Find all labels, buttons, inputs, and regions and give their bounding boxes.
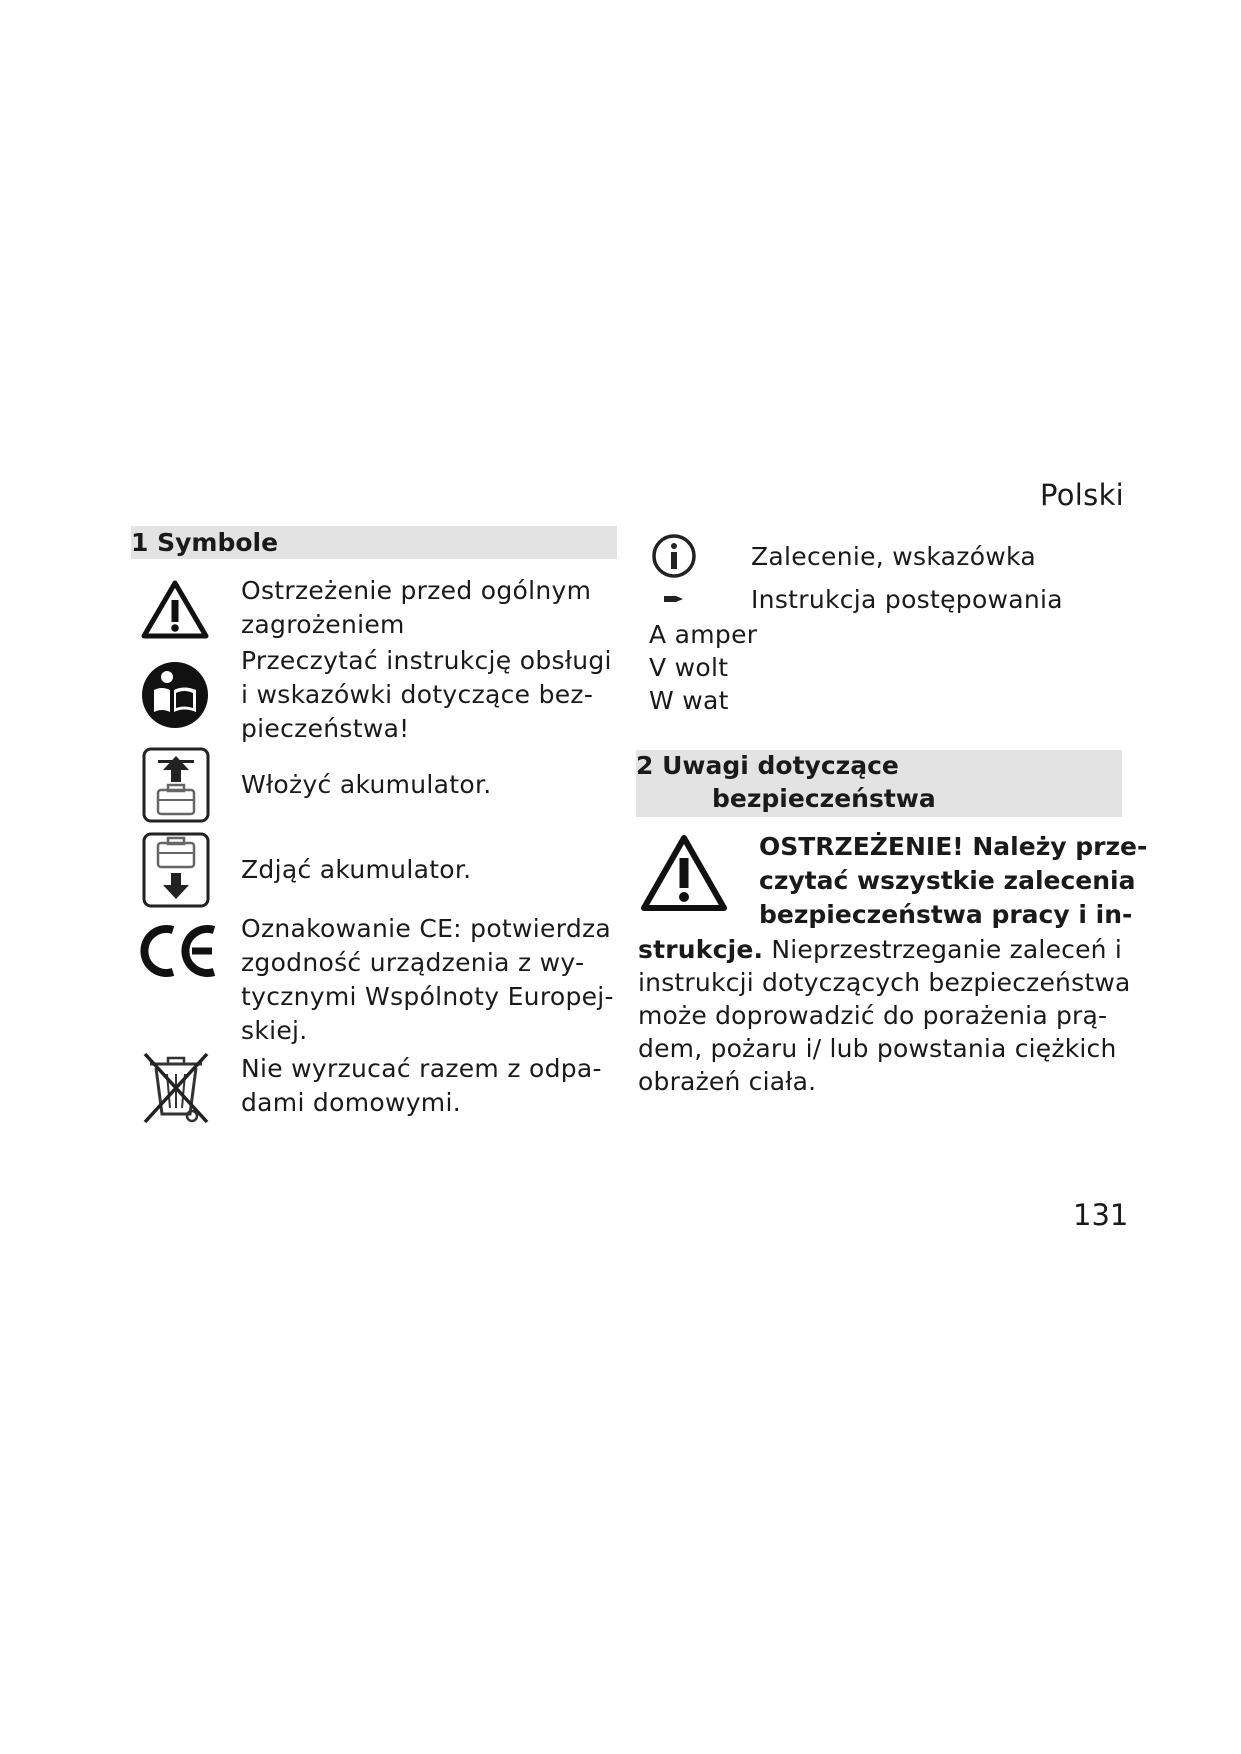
symbol-desc-crossed-bin: Nie wyrzucać razem z odpa- dami domowymi. [241,1054,602,1117]
warning-triangle-icon [640,832,728,914]
info-symbol-desc: Zalecenie, wskazówka [751,542,1037,571]
arrow-pointer-icon [664,593,684,605]
warning-heading: OSTRZEŻENIE! Należy prze- czytać wszystkie zalecenia bezpieczeństwa pracy i in- [759,832,1148,929]
symbol-desc-remove-battery: Zdjąć akumulator. [241,855,472,884]
warning-body: strukcje. Nieprzestrzeganie zaleceń i instrukcji dotyczących bezpieczeństwa może doprowadzić do porażenia prą- dem, pożaru i/ lub powstania ciężkich obrażeń ciała. [638,935,1131,1096]
symbol-desc-warning: Ostrzeżenie przed ogólnym zagrożeniem [241,576,592,639]
info-icon [650,532,698,580]
units-list [649,618,757,717]
symbol-desc-insert-battery: Włożyć akumulator. [241,770,492,799]
ce-mark-icon [140,924,220,978]
unit-item: V wolt [649,653,729,682]
section-2-title: 2 Uwagi dotyczące bezpieczeństwa [636,750,1122,817]
insert-battery-icon [141,746,211,824]
unit-item: W wat [649,686,729,715]
symbol-desc-ce-mark: Oznakowanie CE: potwierdza zgodność urządzenia z wy- tycznymi Wspólnoty Europej- skiej. [241,914,614,1045]
crossed-bin-icon [140,1050,212,1126]
language-label: Polski [1040,478,1125,512]
unit-item: A amper [649,620,758,649]
instruction-symbol-desc: Instrukcja postępowania [751,585,1063,614]
section-1-title: 1 Symbole [131,526,617,559]
remove-battery-icon [141,831,211,909]
warning-triangle-icon [140,578,210,640]
symbol-desc-read-manual: Przeczytać instrukcję obsługi i wskazówki dotyczące bez- pieczeństwa! [241,646,612,743]
page-number: 131 [1073,1198,1129,1232]
read-manual-icon [140,660,210,730]
